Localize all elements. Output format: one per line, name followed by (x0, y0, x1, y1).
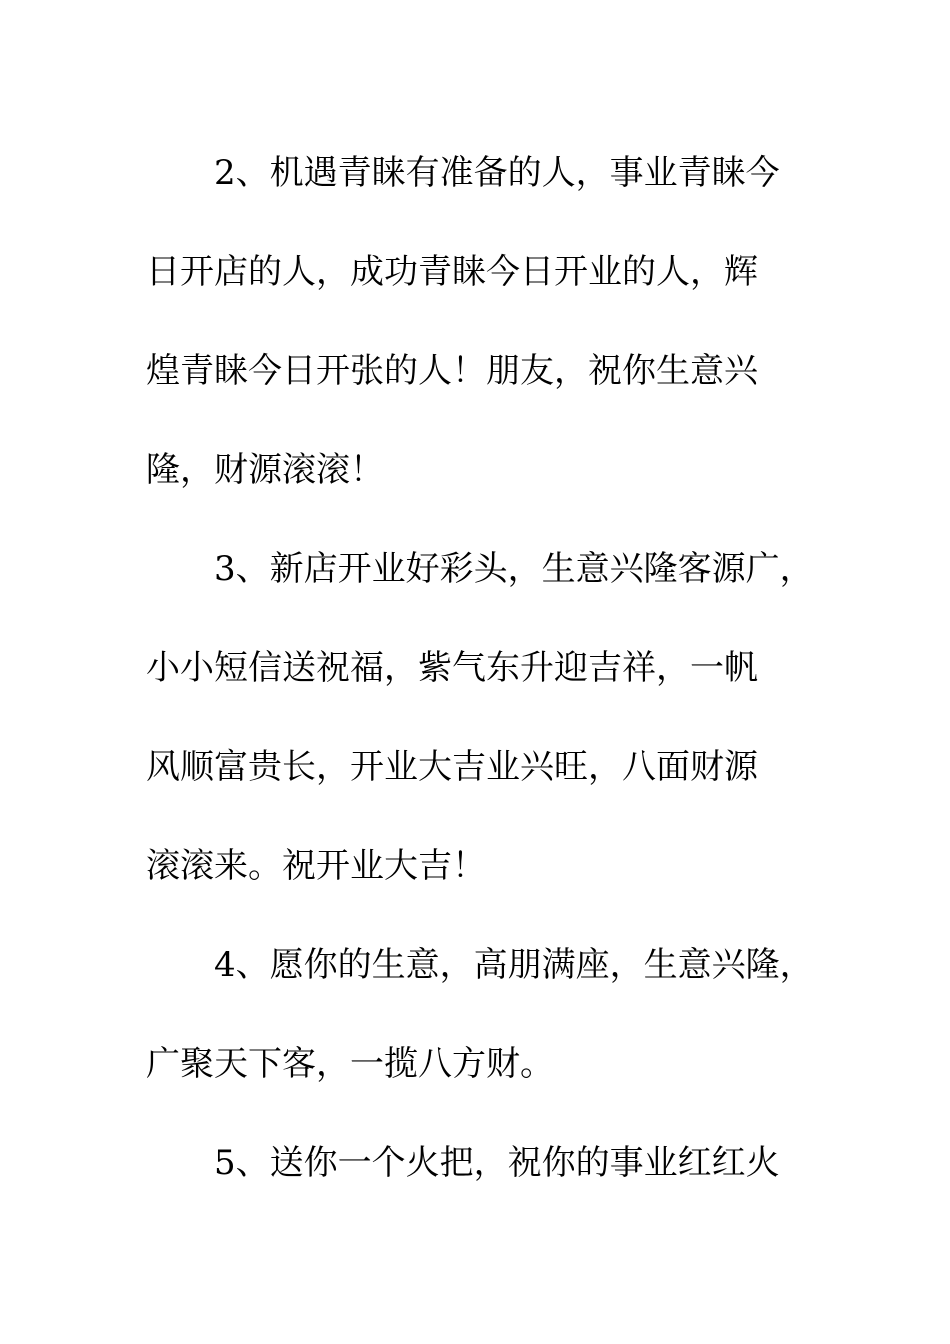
paragraph-3-line-4: 滚滚来。祝开业大吉！ (146, 846, 486, 886)
paragraph-2-line-2: 日开店的人，成功青睐今日开业的人，辉 (146, 252, 758, 292)
document-body (146, 124, 826, 1213)
paragraph-4-line-2: 广聚天下客，一揽八方财。 (146, 1044, 554, 1084)
paragraph-3-line-2: 小小短信送祝福，紫气东升迎吉祥，一帆 (146, 648, 758, 688)
paragraph-2-line-1: 2、机遇青睐有准备的人，事业青睐今 (214, 153, 780, 193)
paragraph-2-line-3: 煌青睐今日开张的人！朋友，祝你生意兴 (146, 351, 758, 391)
paragraph-4-line-1: 4、愿你的生意，高朋满座，生意兴隆， (214, 945, 814, 985)
paragraph-3-line-1: 3、新店开业好彩头，生意兴隆客源广， (214, 549, 814, 589)
paragraph-3-line-3: 风顺富贵长，开业大吉业兴旺，八面财源 (146, 747, 758, 787)
paragraph-5-line-1: 5、送你一个火把，祝你的事业红红火 (214, 1143, 780, 1183)
paragraph-2-line-4: 隆，财源滚滚！ (146, 450, 384, 490)
